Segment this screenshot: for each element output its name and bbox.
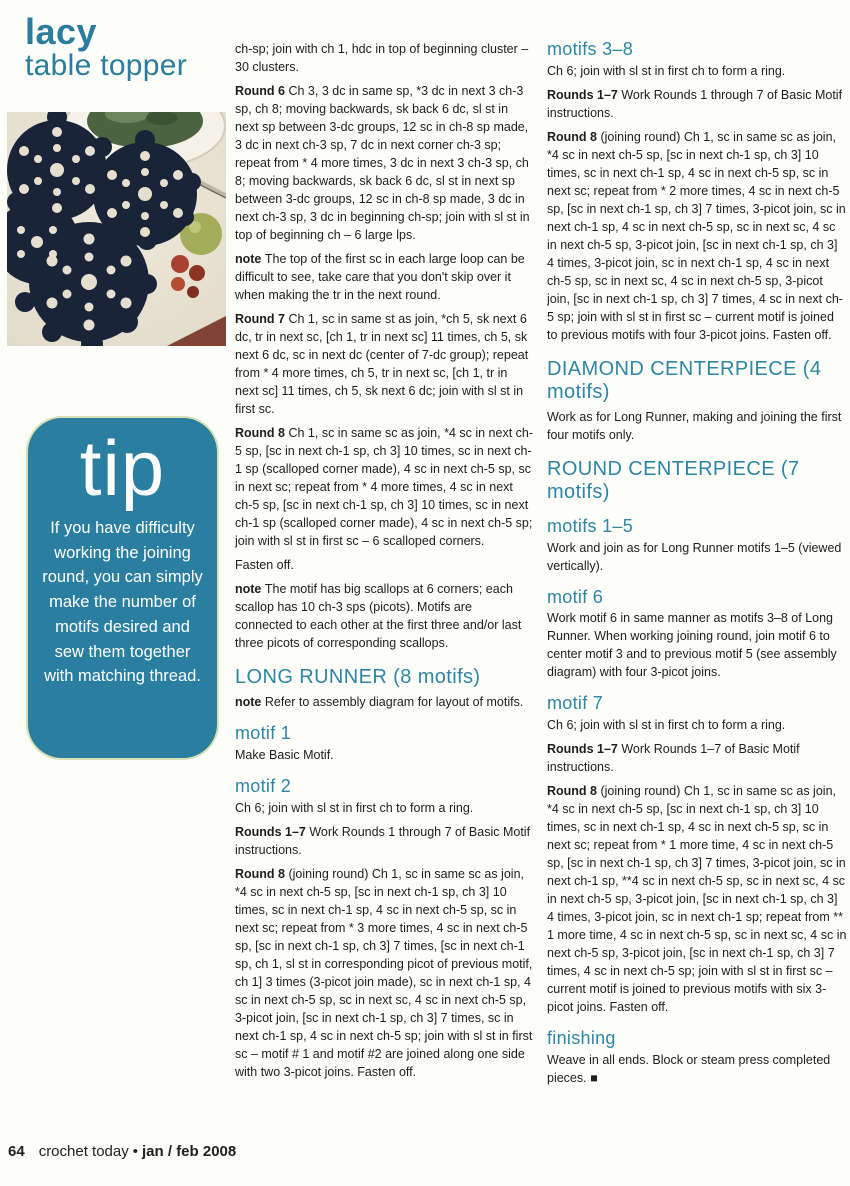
paragraph-label: Rounds 1–7: [547, 742, 622, 757]
issue-date: jan / feb 2008: [142, 1143, 237, 1160]
paragraph-label: Round 8: [235, 426, 289, 440]
pattern-paragraph: Round 8 (joining round) Ch 1, sc in same sc as join, *4 sc in next ch-5 sp, [sc in next ch-1 sp, ch 3] 10 times, sc in next ch-1 sp, 4 sc in next ch-5 sp, sc in next sc; repeat from * 1 more time, 4 sc in next ch-5 sp, [sc in next ch-1 sp, ch 3] 7 times, 3-picot join, sc in next ch-1 sp, **4 sc in next ch-5 sp, sc in next sc, 4 sc in next ch-5 sp, 3-picot join, [sc in next ch-1 sp, ch 3] 4 times, 3-picot join, sc in next ch-1 sp; repeat from ** 1 more time, 4 sc in next ch-5 sp, sc in next sc, 4 sc in next ch-5 sp, 3-picot join, [sc in next ch-1 sp, ch 3] 7 times, 4 sc in next ch-5 sp; join with sl st in first sc – current motif is joined to previous motifs with six 3-picot joins. Fasten off.: [547, 784, 847, 1015]
section-heading: ROUND CENTERPIECE (7 motifs): [547, 457, 800, 503]
pattern-paragraph: Round 7 Ch 1, sc in same st as join, *ch 5, sk next 6 dc, tr in next sc, [ch 1, tr in next sc] 11 times, ch 5, sk next 6 dc, sc in next dc (center of 7-dc group); repeat from * 4 more times, ch 5, tr in next sc, [ch 1, tr in next sc] 11 times, ch 5, sk next 6 dc; join with sl st in first sc.: [235, 312, 529, 416]
pattern-paragraph: Weave in all ends. Block or steam press completed pieces. ■: [547, 1052, 831, 1085]
paragraph-label: Round 8: [547, 129, 601, 144]
pattern-column-2: [547, 38, 847, 1140]
tip-body: If you have difficulty working the joining round, you can simply make the number of motifs desired and sew them together with matching thread.: [42, 518, 203, 686]
section-heading: DIAMOND CENTERPIECE (4 motifs): [547, 357, 822, 403]
pattern-paragraph: Ch 6; join with sl st in first ch to form a ring.: [547, 63, 786, 78]
pattern-paragraph: Work as for Long Runner, making and joining the first four motifs only.: [547, 409, 842, 442]
pattern-paragraph: Ch 6; join with sl st in first ch to form a ring.: [547, 718, 786, 733]
sub-heading: motif 6: [547, 586, 604, 607]
pattern-paragraph: Round 6 Ch 3, 3 dc in same sp, *3 dc in next 3 ch-3 sp, ch 8; moving backwards, sk back 6 dc, sl st in next sp between 3-dc groups, 12 sc in ch-8 sp made, 3 dc in next ch-3 sp, 7 dc in next corner ch-3 sp; repeat from * 4 more times, 3 dc in next 3 ch-3 sp, ch 8; moving backwards, sk back 6 dc, sl st in next sp between 3-dc groups, 12 sc in ch-8 sp made, 3 dc in next ch-3 sp, 3 dc in beginning ch-sp; join with sl st in top of beginning ch – 6 large lps.: [235, 84, 530, 242]
page-title: [25, 11, 225, 82]
photo-table-topper: [7, 112, 226, 346]
pattern-paragraph: Round 8 (joining round) Ch 1, sc in same sc as join, *4 sc in next ch-5 sp, [sc in next ch-1 sp, ch 3] 10 times, sc in next ch-1 sp, 4 sc in next ch-5 sp, sc in next sc; repeat from * 2 more times, 4 sc in next ch-5 sp, [sc in next ch-1 sp, ch 3] 7 times, 3-picot join, sc in next ch-1 sp, 4 sc in next ch-5 sp, sc in next sc, 4 sc in next ch-5 sp, 3-picot join, [sc in next ch-1 sp, ch 3] 4 times, 3-picot join, sc in next ch-1 sp, 4 sc in next ch-5 sp, sc in next sc, 4 sc in next ch-5 sp, 3-picot join, [sc in next ch-1 sp, ch 3] 7 times, 4 sc in next ch-5 sp; join with sl st in first sc – current motif is joined to previous motifs with four 3-picot joins. Fasten off.: [547, 129, 846, 342]
pattern-paragraph: Rounds 1–7 Work Rounds 1 through 7 of Basic Motif instructions.: [547, 87, 843, 120]
pattern-paragraph: note Refer to assembly diagram for layout of motifs.: [235, 695, 524, 709]
tip-box: [28, 418, 217, 758]
sub-heading: finishing: [547, 1028, 616, 1049]
pattern-paragraph: Rounds 1–7 Work Rounds 1 through 7 of Basic Motif instructions.: [235, 824, 531, 857]
paragraph-label: Round 7: [235, 312, 289, 326]
paragraph-label: Round 8: [547, 784, 601, 799]
paragraph-label: note: [235, 695, 265, 709]
paragraph-label: Rounds 1–7: [235, 824, 310, 839]
pattern-paragraph: Work motif 6 in same manner as motifs 3–8 of Long Runner. When working joining round, join motif 6 to center motif 3 and to previous motif 5 (see assembly diagram) with four 3-picot joins.: [547, 611, 837, 680]
section-heading: LONG RUNNER (8 motifs): [235, 666, 481, 688]
pattern-column-1: [235, 38, 533, 1140]
pattern-paragraph: Rounds 1–7 Work Rounds 1–7 of Basic Motif instructions.: [547, 742, 800, 775]
sub-heading: motifs 1–5: [547, 515, 634, 536]
pattern-paragraph: Round 8 Ch 1, sc in same sc as join, *4 sc in next ch-5 sp, [sc in next ch-1 sp, ch 3] 10 times, sc in next ch-1 sp (scalloped corner made), 4 sc in next ch-5 sp, sc in next sc; repeat from * 4 more times, 4 sc in next ch-5 sp, [sc in next ch-1 sp, ch 3] 10 times, sc in next ch-1 sp (scalloped corner made), 4 sc in next ch-5 sp; join with sl st in first sc – 6 scalloped corners.: [235, 426, 533, 548]
tip-heading: tip: [79, 424, 166, 512]
paragraph-label: Round 8: [235, 866, 289, 881]
pattern-paragraph: ch-sp; join with ch 1, hdc in top of beginning cluster – 30 clusters.: [235, 42, 529, 74]
sub-heading: motif 2: [235, 775, 292, 796]
pattern-paragraph: note The motif has big scallops at 6 corners; each scallop has 10 ch-3 sps (picots). Motifs are connected to each other at the first three and/or last three picots of corresponding scallops.: [235, 582, 522, 650]
pattern-paragraph: note The top of the first sc in each large loop can be difficult to see, take care that you don't skip over it when making the tr in the next round.: [235, 252, 525, 302]
paragraph-label: Round 6: [235, 84, 289, 98]
paragraph-label: note: [235, 252, 265, 266]
paragraph-label: Rounds 1–7: [547, 87, 622, 102]
page-footer: [8, 1143, 236, 1160]
sub-heading: motifs 3–8: [547, 39, 634, 59]
page-number: 64: [8, 1143, 25, 1160]
page-title-line1: lacy: [25, 11, 98, 52]
photo-illustration: [7, 112, 226, 346]
sub-heading: motif 1: [235, 723, 292, 743]
pattern-paragraph: Work and join as for Long Runner motifs 1–5 (viewed vertically).: [547, 540, 842, 573]
pattern-paragraph: Make Basic Motif.: [235, 747, 334, 762]
paragraph-label: note: [235, 582, 265, 596]
page-title-line2: table topper: [25, 48, 188, 82]
magazine-name: crochet today: [38, 1143, 129, 1160]
footer-separator: •: [132, 1143, 139, 1160]
pattern-paragraph: Round 8 (joining round) Ch 1, sc in same sc as join, *4 sc in next ch-5 sp, [sc in next ch-1 sp, ch 3] 10 times, sc in next ch-1 sp, 4 sc in next ch-5 sp, sc in next sc; repeat from * 3 more times, 4 sc in next ch-5 sp, [sc in next ch-1 sp, ch 3] 7 times, [sc in next ch-1 sp, ch 1, sl st in corresponding picot of previous motif, ch 1] 3 times (3-picot join made), sc in next ch-1 sp, 4 sc in next ch-5 sp, sc in next sc, 4 sc in next ch-5 sp, 3-picot join, [sc in next ch-1 sp, ch 3] 7 times, sc in next ch-1 sp, 4 sc in next ch-5 sp; join with sl st in first sc – motif # 1 and motif #2 are joined along one side with two 3-picot joins. Fasten off.: [235, 866, 533, 1079]
pattern-paragraph: Ch 6; join with sl st in first ch to form a ring.: [235, 800, 474, 815]
pattern-paragraph: Fasten off.: [235, 558, 294, 572]
sub-heading: motif 7: [547, 693, 604, 714]
